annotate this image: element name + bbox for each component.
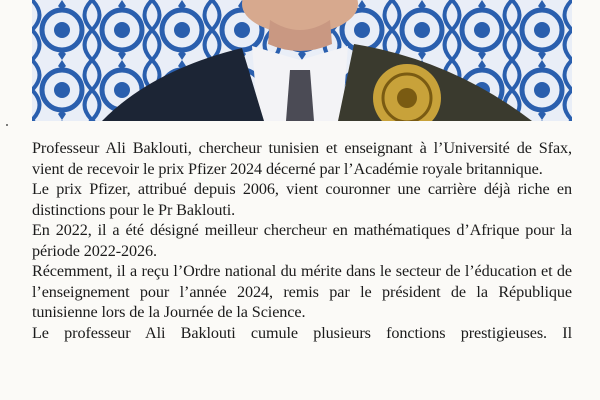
- paragraph: Le prix Pfizer, attribué depuis 2006, vient couronner une carrière déjà riche en distinctions pour le Pr Baklouti.: [32, 180, 572, 219]
- paragraph: Récemment, il a reçu l’Ordre national du mérite dans le secteur de l’éducation et de l’enseignement pour l’année 2024, remis par le président de la République tunisienne lors de la Journée de la Science.: [32, 262, 572, 321]
- paragraph: En 2022, il a été désigné meilleur chercheur en mathématiques d’Afrique pour la période 2022-2026.: [32, 221, 572, 260]
- portrait-illustration: [32, 0, 572, 121]
- margin-dot: [6, 124, 8, 126]
- portrait-photo: [32, 0, 572, 121]
- paragraph: Professeur Ali Baklouti, chercheur tunisien et enseignant à l’Université de Sfax, vient de recevoir le prix Pfizer 2024 décerné par l’Académie royale britannique.: [32, 139, 572, 178]
- article-body: [32, 138, 572, 343]
- paragraph: Le professeur Ali Baklouti cumule plusieurs fonctions prestigieuses. Il: [32, 323, 572, 342]
